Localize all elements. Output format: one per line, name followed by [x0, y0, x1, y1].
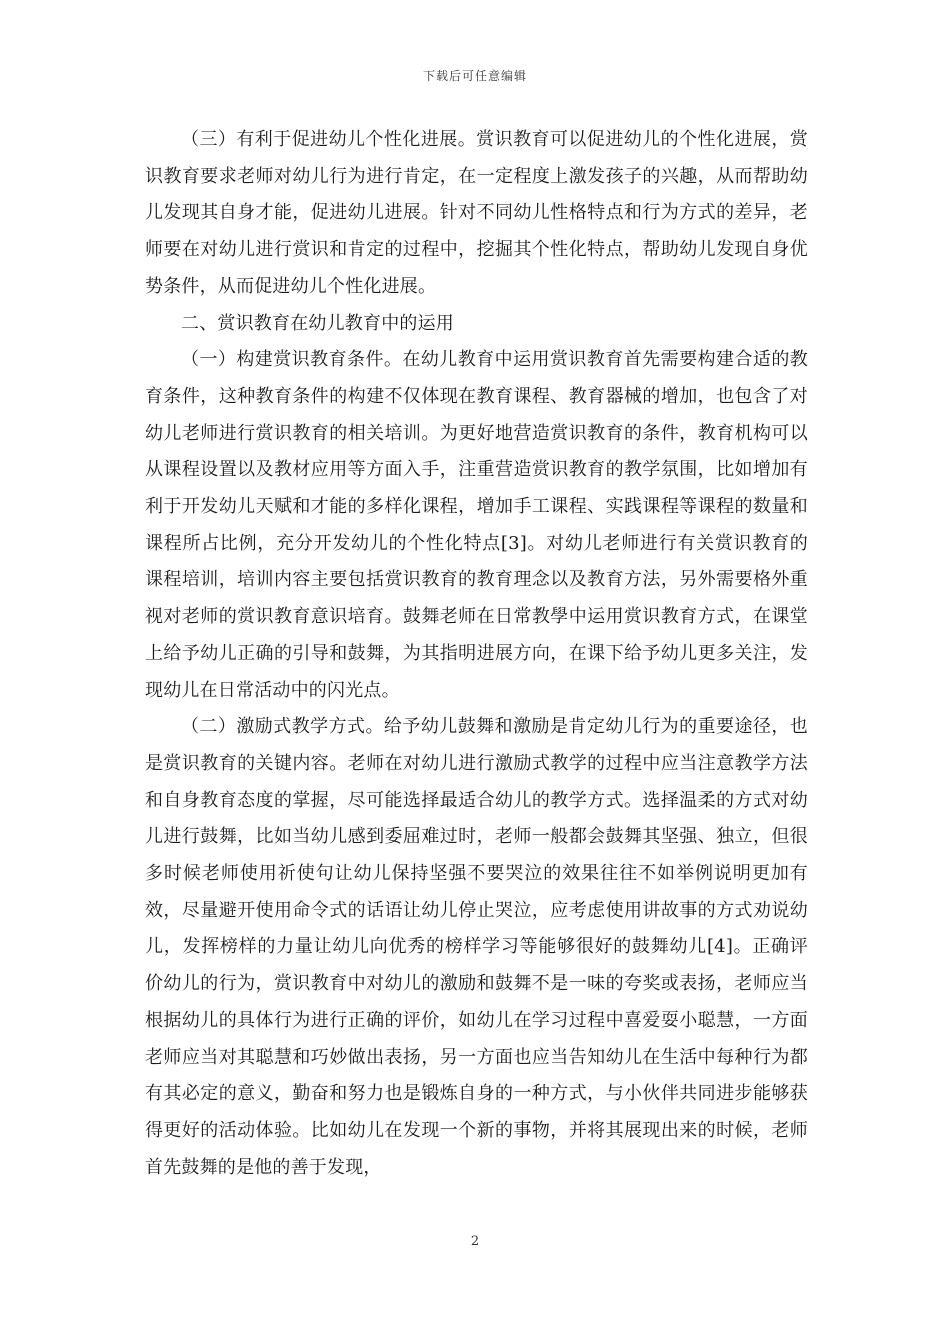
paragraph-incentive-teaching: （二）激励式教学方式。给予幼儿鼓舞和激励是肯定幼儿行为的重要途径，也是赏识教育的关键内容。老师在对幼儿进行激励式教学的过程中应当注意教学方法和自身教育态度的掌握，尽可能选择最适合幼儿的教学方式。选择温柔的方式对幼儿进行鼓舞，比如当幼儿感到委屈难过时，老师一般都会鼓舞其坚强、独立，但很多时候老师使用祈使句让幼儿保持坚强不要哭泣的效果往往不如举例说明更加有效，尽量避开使用命令式的话语让幼儿停止哭泣，应考虑使用讲故事的方式劝说幼儿，发挥榜样的力量让幼儿向优秀的榜样学习等能够很好的鼓舞幼儿[4]。正确评价幼儿的行为，赏识教育中对幼儿的激励和鼓舞不是一味的夸奖或表扬，老师应当根据幼儿的具体行为进行正确的评价，如幼儿在学习过程中喜爱耍小聪慧，一方面老师应当对其聪慧和巧妙做出表扬，另一方面也应当告知幼儿在生活中每种行为都有其必定的意义，勤奋和努力也是锻炼自身的一种方式，与小伙伴共同进步能够获得更好的活动体验。比如幼儿在发现一个新的事物，并将其展现出来的时候，老师首先鼓舞的是他的善于发现，: [145, 716, 808, 1178]
body-text: [145, 122, 808, 1186]
page-header: 下载后可任意编辑: [422, 69, 527, 83]
paragraph-build-conditions: （一）构建赏识教育条件。在幼儿教育中运用赏识教育首先需要构建合适的教育条件，这种教育条件的构建不仅体现在教育课程、教育器械的增加，也包含了对幼儿老师进行赏识教育的相关培训。为更好地营造赏识教育的条件，教育机构可以从课程设置以及教材应用等方面入手，注重营造赏识教育的教学氛围，比如增加有利于开发幼儿天赋和才能的多样化课程，增加手工课程、实践课程等课程的数量和课程所占比例，充分开发幼儿的个性化特点[3]。对幼儿老师进行有关赏识教育的课程培训，培训内容主要包括赏识教育的教育理念以及教育方法，另外需要格外重视对老师的赏识教育意识培育。鼓舞老师在日常教學中运用赏识教育方式，在课堂上给予幼儿正确的引导和鼓舞，为其指明进展方向，在课下给予幼儿更多关注，发现幼儿在日常活动中的闪光点。: [145, 349, 808, 701]
section-heading-application: 二、赏识教育在幼儿教育中的运用: [181, 312, 454, 334]
page-number: 2: [470, 1234, 480, 1249]
paragraph-personalized-development: （三）有利于促进幼儿个性化进展。赏识教育可以促进幼儿的个性化进展，赏识教育要求老师对幼儿行为进行肯定，在一定程度上激发孩子的兴趣，从而帮助幼儿发现其自身才能，促进幼儿进展。针对不同幼儿性格特点和行为方式的差异，老师要在对幼儿进行赏识和肯定的过程中，挖掘其个性化特点，帮助幼儿发现自身优势条件，从而促进幼儿个性化进展。: [145, 129, 808, 297]
